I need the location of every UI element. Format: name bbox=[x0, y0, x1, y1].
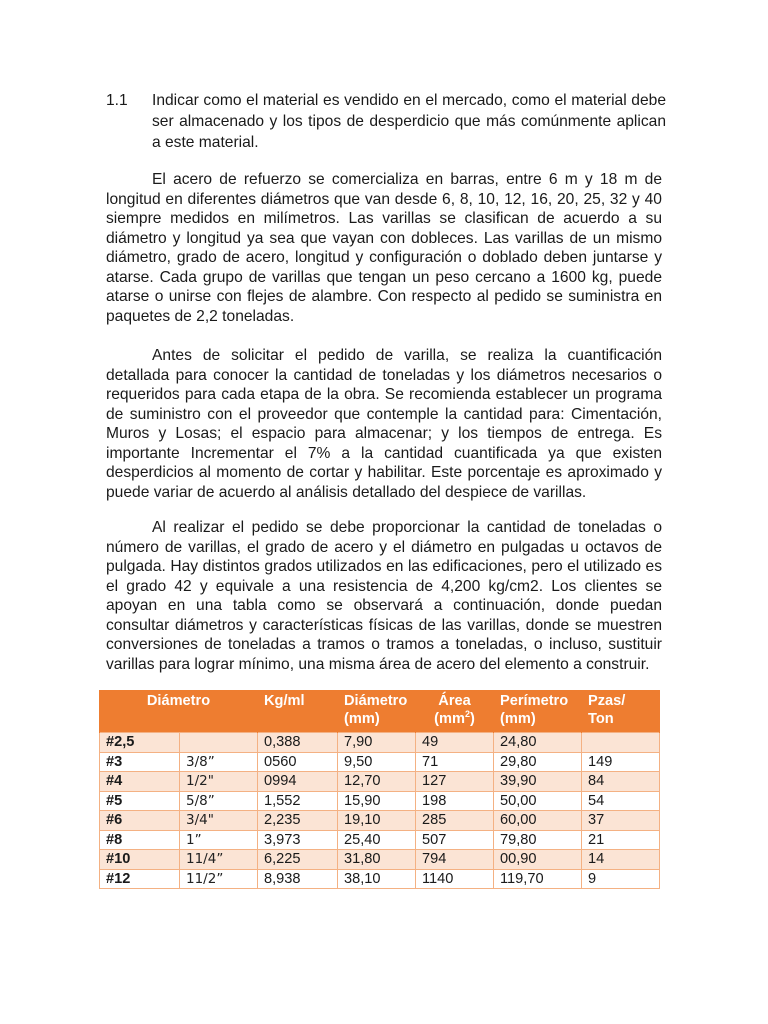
cell-bar-number: #10 bbox=[100, 850, 180, 870]
cell-diametro-mm: 25,40 bbox=[338, 830, 416, 850]
cell-inch: 11/2” bbox=[180, 869, 258, 889]
header-area-unit: (mm bbox=[434, 711, 465, 727]
cell-area: 507 bbox=[416, 830, 494, 850]
header-diametro-mm-line1: Diámetro bbox=[344, 693, 408, 709]
cell-bar-number: #3 bbox=[100, 752, 180, 772]
cell-kgml: 2,235 bbox=[258, 811, 338, 831]
cell-pzas-ton: 54 bbox=[582, 791, 660, 811]
cell-bar-number: #5 bbox=[100, 791, 180, 811]
header-pzas-line2: Ton bbox=[588, 711, 614, 727]
table-row bbox=[100, 791, 660, 811]
header-perimetro-line2: (mm) bbox=[500, 711, 536, 727]
table-row bbox=[100, 752, 660, 772]
cell-perimetro: 119,70 bbox=[494, 869, 582, 889]
cell-diametro-mm: 9,50 bbox=[338, 752, 416, 772]
header-perimetro bbox=[494, 690, 582, 733]
cell-inch: 5/8” bbox=[180, 791, 258, 811]
section-heading-text: Indicar como el material es vendido en el mercado, como el material debe ser almacenado y los tipos de desperdicio que más comúnmente aplican a este material. bbox=[152, 92, 666, 151]
paragraph: Al realizar el pedido se debe proporcionar la cantidad de toneladas o número de varillas, el grado de acero y el diámetro en pulgadas u octavos de pulgada. Hay distintos grados utilizados en las edificaciones, pero el utilizado es el grado 42 y equivale a una resistencia de 4,200 kg/cm2. Los clientes se apoyan en una tabla como se observará a continuación, donde puedan consultar diámetros y características físicas de las varillas, donde se muestren conversiones de toneladas a tramos o tramos a toneladas, o incluso, sustituir varillas para lograr mínimo, una misma área de acero del elemento a construir. bbox=[106, 519, 662, 673]
cell-kgml: 1,552 bbox=[258, 791, 338, 811]
cell-perimetro: 29,80 bbox=[494, 752, 582, 772]
table-row bbox=[100, 850, 660, 870]
cell-pzas-ton: 37 bbox=[582, 811, 660, 831]
paragraph: El acero de refuerzo se comercializa en barras, entre 6 m y 18 m de longitud en diferentes diámetros que van desde 6, 8, 10, 12, 16, 20, 25, 32 y 40 siempre medidos en milímetros. Las varillas se clasifican de acuerdo a su diámetro y longitud ya sea que vayan con dobleces. Las varillas de un mismo diámetro, grado de acero, longitud y configuración o doblado deben juntarse y atarse. Cada grupo de varillas que tengan un peso cercano a 1600 kg, puede atarse o unirse con flejes de alambre. Con respecto al pedido se suministra en paquetes de 2,2 toneladas. bbox=[106, 171, 662, 325]
table-row bbox=[100, 869, 660, 889]
paragraph: Antes de solicitar el pedido de varilla, se realiza la cuantificación detallada para conocer la cantidad de toneladas y los diámetros necesarios o requeridos para cada etapa de la obra. Se recomienda establecer un programa de suministro con el proveedor que contemple la cantidad para: Cimentación, Muros y Losas; el espacio para almacenar; y los tiempos de entrega. Es importante Incrementar el 7% a la cantidad cuantificada ya que existen desperdicios al momento de cortar y habilitar. Este porcentaje es aproximado y puede variar de acuerdo al análisis detallado del despiece de varillas. bbox=[106, 347, 662, 501]
cell-kgml: 3,973 bbox=[258, 830, 338, 850]
cell-perimetro: 50,00 bbox=[494, 791, 582, 811]
table-header-row bbox=[100, 690, 660, 733]
cell-bar-number: #6 bbox=[100, 811, 180, 831]
cell-diametro-mm: 38,10 bbox=[338, 869, 416, 889]
cell-pzas-ton: 21 bbox=[582, 830, 660, 850]
cell-pzas-ton: 149 bbox=[582, 752, 660, 772]
header-pzas-line1: Pzas/ bbox=[588, 693, 626, 709]
section-heading bbox=[106, 90, 666, 153]
header-diametro-mm-line2: (mm) bbox=[344, 711, 380, 727]
cell-inch: 11/4” bbox=[180, 850, 258, 870]
header-kgml: Kg/ml bbox=[258, 690, 338, 733]
table-row bbox=[100, 733, 660, 753]
cell-pzas-ton: 9 bbox=[582, 869, 660, 889]
cell-pzas-ton: 84 bbox=[582, 772, 660, 792]
header-area bbox=[416, 690, 494, 733]
cell-kgml: 0,388 bbox=[258, 733, 338, 753]
cell-area: 49 bbox=[416, 733, 494, 753]
header-pzas-ton bbox=[582, 690, 660, 733]
cell-diametro-mm: 15,90 bbox=[338, 791, 416, 811]
cell-pzas-ton bbox=[582, 733, 660, 753]
rebar-spec-table-wrapper bbox=[99, 690, 659, 889]
cell-kgml: 8,938 bbox=[258, 869, 338, 889]
table-row bbox=[100, 811, 660, 831]
cell-kgml: 0560 bbox=[258, 752, 338, 772]
cell-kgml: 6,225 bbox=[258, 850, 338, 870]
cell-bar-number: #2,5 bbox=[100, 733, 180, 753]
header-diametro-mm bbox=[338, 690, 416, 733]
cell-bar-number: #4 bbox=[100, 772, 180, 792]
cell-diametro-mm: 12,70 bbox=[338, 772, 416, 792]
cell-inch: 3/8” bbox=[180, 752, 258, 772]
cell-bar-number: #8 bbox=[100, 830, 180, 850]
cell-diametro-mm: 31,80 bbox=[338, 850, 416, 870]
cell-area: 1140 bbox=[416, 869, 494, 889]
cell-inch: 3/4" bbox=[180, 811, 258, 831]
cell-bar-number: #12 bbox=[100, 869, 180, 889]
cell-area: 198 bbox=[416, 791, 494, 811]
cell-diametro-mm: 7,90 bbox=[338, 733, 416, 753]
header-diametro: Diámetro bbox=[100, 690, 258, 733]
cell-area: 794 bbox=[416, 850, 494, 870]
cell-inch: 1/2" bbox=[180, 772, 258, 792]
cell-kgml: 0994 bbox=[258, 772, 338, 792]
cell-perimetro: 79,80 bbox=[494, 830, 582, 850]
header-area-line1: Área bbox=[438, 693, 471, 709]
cell-inch bbox=[180, 733, 258, 753]
header-area-line2 bbox=[434, 711, 475, 727]
cell-inch: 1” bbox=[180, 830, 258, 850]
cell-perimetro: 39,90 bbox=[494, 772, 582, 792]
cell-pzas-ton: 14 bbox=[582, 850, 660, 870]
header-area-close: ) bbox=[469, 711, 475, 727]
table-row bbox=[100, 830, 660, 850]
header-area-sup: 2 bbox=[464, 709, 470, 720]
cell-diametro-mm: 19,10 bbox=[338, 811, 416, 831]
rebar-spec-table bbox=[99, 690, 660, 889]
cell-perimetro: 60,00 bbox=[494, 811, 582, 831]
cell-perimetro: 00,90 bbox=[494, 850, 582, 870]
table-row bbox=[100, 772, 660, 792]
cell-perimetro: 24,80 bbox=[494, 733, 582, 753]
header-perimetro-line1: Perímetro bbox=[500, 693, 569, 709]
section-number: 1.1 bbox=[106, 92, 128, 109]
cell-area: 71 bbox=[416, 752, 494, 772]
cell-area: 127 bbox=[416, 772, 494, 792]
cell-area: 285 bbox=[416, 811, 494, 831]
